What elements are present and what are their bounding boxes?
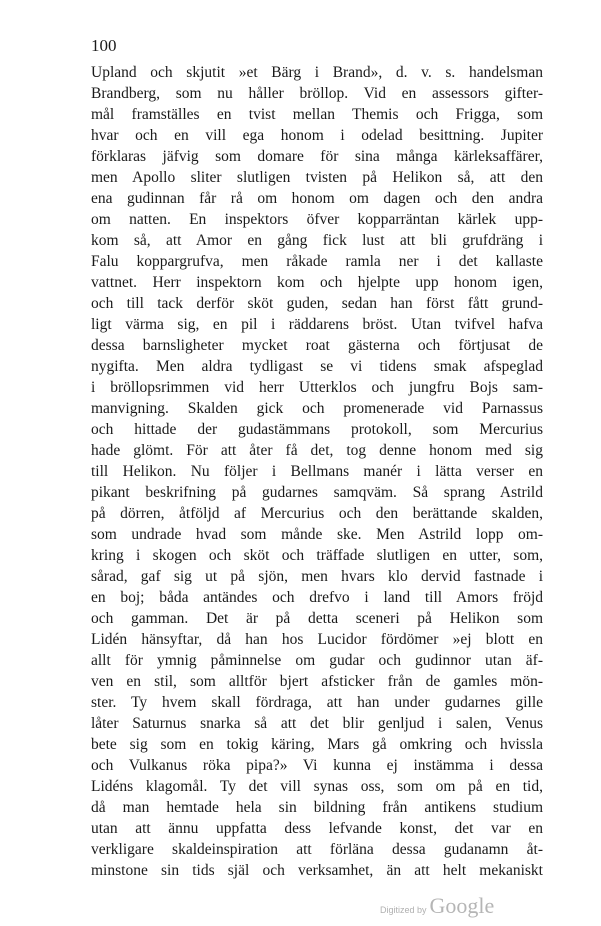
text-line: Lidén hänsyftar, då han hos Lucidor fördömer »ej blott en xyxy=(91,631,543,648)
text-line: Upland och skjutit »et Bärg i Brand», d. v. s. handelsman xyxy=(91,64,543,81)
text-line: på dörren, åtföljd af Mercurius och den berättande skalden, xyxy=(91,505,543,522)
text-line: kom så, att Amor en gång fick lust att bli grufdräng i xyxy=(91,232,543,249)
text-line: i bröllopsrimmen vid herr Utterklos och jungfru Bojs sam- xyxy=(91,379,543,396)
text-line: och gamman. Det är på detta sceneri på Helikon som xyxy=(91,610,543,627)
text-line: manvigning. Skalden gick och promenerade vid Parnassus xyxy=(91,400,543,417)
text-line: mål framställes en tvist mellan Themis och Frigga, som xyxy=(91,106,543,123)
text-line: hvar och en vill ega honom i odelad besittning. Jupiter xyxy=(91,127,543,144)
text-line: som undrade hvad som månde ske. Men Astrild lopp om- xyxy=(91,526,543,543)
text-line: verkligare skaldeinspiration att förläna dessa gudanamn åt- xyxy=(91,841,543,858)
text-line: utan att ännu uppfatta dess lefvande konst, det var en xyxy=(91,820,543,837)
text-line: vattnet. Herr inspektorn kom och hjelpte upp honom igen, xyxy=(91,274,543,291)
text-line: allt för ymnig påminnelse om gudar och gudinnor utan äf- xyxy=(91,652,543,669)
watermark-prefix: Digitized by xyxy=(380,905,427,915)
body-text xyxy=(91,62,543,881)
text-line: ven en stil, som alltför bjert afsticker från de gamles mön- xyxy=(91,673,543,690)
text-line: låter Saturnus snarka så att det blir genljud i salen, Venus xyxy=(91,715,543,732)
text-line: men Apollo sliter slutligen tvisten på Helikon så, att den xyxy=(91,169,543,186)
text-line: minstone sin tids själ och verksamhet, än att helt mekaniskt xyxy=(91,862,543,879)
text-line: ligt värma sig, en pil i räddarens bröst. Utan tvifvel hafva xyxy=(91,316,543,333)
text-line: Falu koppargrufva, men råkade ramla ner i det kallaste xyxy=(91,253,543,270)
text-line: då man hemtade hela sin bildning från antikens studium xyxy=(91,799,543,816)
text-line: förklaras jäfvig som domare för sina många kärleksaffärer, xyxy=(91,148,543,165)
text-line: och Vulkanus röka pipa?» Vi kunna ej instämma i dessa xyxy=(91,757,543,774)
text-line: och till tack derför sköt guden, sedan han först fått grund- xyxy=(91,295,543,312)
text-line: en boj; båda antändes och drefvo i land till Amors fröjd xyxy=(91,589,543,606)
text-line: nygifta. Men aldra tydligast se vi tidens smak afspeglad xyxy=(91,358,543,375)
text-line: bete sig som en tokig käring, Mars gå omkring och hvissla xyxy=(91,736,543,753)
google-logo: Google xyxy=(429,893,495,918)
text-line: dessa barnsligheter mycket roat gästerna och förtjusat de xyxy=(91,337,543,354)
text-line: Brandberg, som nu håller bröllop. Vid en assessors gifter- xyxy=(91,85,543,102)
text-line: till Helikon. Nu följer i Bellmans manér i lätta verser en xyxy=(91,463,543,480)
text-line: ster. Ty hvem skall fördraga, att han under gudarnes gille xyxy=(91,694,543,711)
text-line: pikant beskrifning på gudarnes samqväm. Så sprang Astrild xyxy=(91,484,543,501)
page-number: 100 xyxy=(91,36,117,55)
text-line: om natten. En inspektors öfver kopparräntan kärlek upp- xyxy=(91,211,543,228)
digitized-watermark xyxy=(380,893,494,919)
text-line: ena gudinnan får rå om honom om dagen och den andra xyxy=(91,190,543,207)
text-line: Lidéns klagomål. Ty det vill synas oss, som om på en tid, xyxy=(91,778,543,795)
text-line: och hittade der gudastämmans protokoll, som Mercurius xyxy=(91,421,543,438)
text-line: kring i skogen och sköt och träffade slutligen en utter, som, xyxy=(91,547,543,564)
text-line: sårad, gaf sig ut på sjön, men hvars klo dervid fastnade i xyxy=(91,568,543,585)
text-line: hade glömt. För att åter få det, tog denne honom med sig xyxy=(91,442,543,459)
